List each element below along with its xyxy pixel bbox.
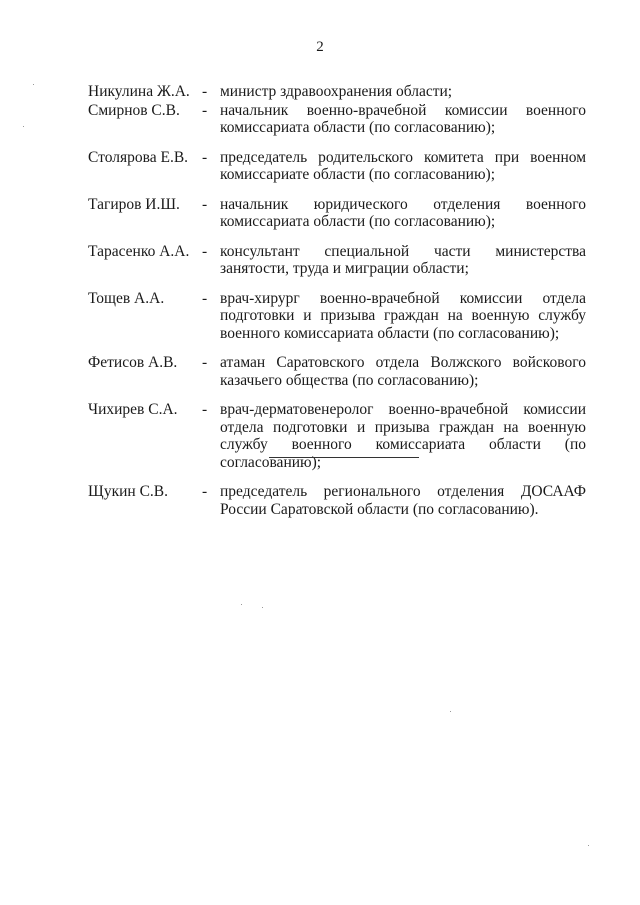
- member-row: [0, 354, 640, 389]
- scan-speck: [23, 126, 24, 127]
- member-dash: -: [202, 401, 208, 418]
- member-name: Чихирев С.А.: [88, 401, 178, 418]
- member-role: консультант специальной части министерства занятости, труда и миграции области;: [220, 242, 586, 277]
- member-role: атаман Саратовского отдела Волжского войскового казачьего общества (по согласованию);: [220, 354, 586, 389]
- member-role: врач-хирург военно-врачебной комиссии отдела подготовки и призыва граждан на военную службу военного комиссариата области (по согласованию);: [220, 289, 586, 342]
- member-role: председатель регионального отделения ДОСААФ России Саратовской области (по согласованию).: [220, 483, 586, 518]
- member-name: Фетисов А.В.: [88, 354, 178, 371]
- member-row: [0, 102, 640, 137]
- member-row: [0, 290, 640, 343]
- member-list: [0, 83, 640, 518]
- scan-speck: [450, 711, 451, 712]
- scan-speck: [33, 84, 34, 85]
- member-row: [0, 401, 640, 471]
- scan-speck: [241, 604, 242, 605]
- member-dash: -: [202, 195, 208, 213]
- member-row: [0, 196, 640, 231]
- scan-speck: [588, 845, 589, 846]
- member-name: Тарасенко А.А.: [88, 242, 190, 260]
- member-role: врач-дерматовенеролог военно-врачебной комиссии отдела подготовки и призыва граждан на военную службу военного комиссариата области (по согласованию);: [220, 401, 586, 471]
- member-role: министр здравоохранения области;: [220, 83, 453, 100]
- member-dash: -: [202, 83, 208, 100]
- member-role: начальник юридического отделения военного комиссариата области (по согласованию);: [220, 195, 586, 230]
- member-name: Тагиров И.Ш.: [88, 195, 180, 213]
- member-dash: -: [202, 354, 208, 371]
- closing-divider: [269, 457, 419, 458]
- member-row: [0, 243, 640, 278]
- scan-speck: [262, 607, 263, 608]
- page-number: 2: [316, 39, 324, 55]
- member-dash: -: [202, 101, 208, 119]
- member-dash: -: [202, 483, 208, 500]
- member-name: Никулина Ж.А.: [88, 83, 190, 100]
- member-name: Смирнов С.В.: [88, 101, 180, 119]
- member-name: Тощев А.А.: [88, 289, 165, 307]
- member-name: Щукин С.В.: [88, 483, 168, 500]
- member-row: [0, 83, 640, 101]
- member-role: председатель родительского комитета при военном комиссариате области (по согласованию);: [220, 148, 586, 183]
- member-dash: -: [202, 242, 208, 260]
- member-role: начальник военно-врачебной комиссии военного комиссариата области (по согласованию);: [220, 101, 586, 136]
- member-row: [0, 483, 640, 518]
- member-dash: -: [202, 148, 208, 166]
- member-row: [0, 149, 640, 184]
- member-dash: -: [202, 289, 208, 307]
- member-name: Столярова Е.В.: [88, 148, 189, 166]
